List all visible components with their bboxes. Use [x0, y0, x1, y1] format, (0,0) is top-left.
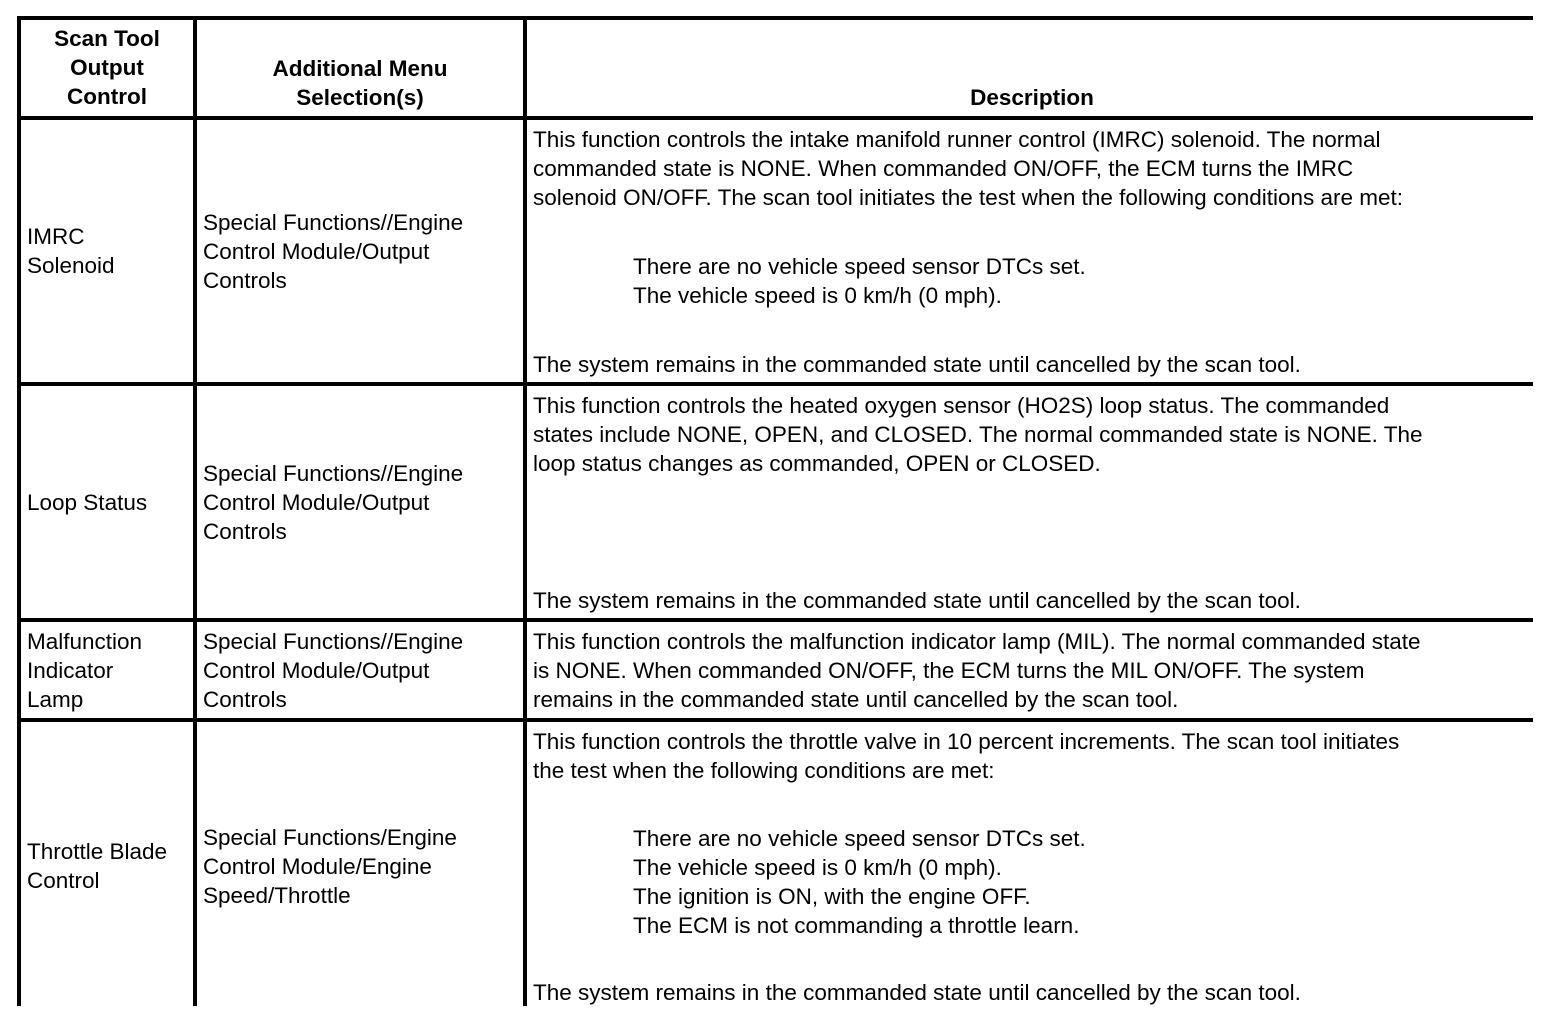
row-imrc-menu	[197, 120, 523, 382]
output-line: Solenoid	[27, 253, 115, 278]
menu-line: Control Module/Engine	[203, 853, 432, 879]
description-footer: The system remains in the commanded state until cancelled by the scan tool.	[533, 980, 1301, 1005]
menu-line: Controls	[203, 518, 287, 544]
row-imrc-description	[527, 120, 1537, 382]
output-line: Indicator	[27, 657, 114, 683]
menu-line: Control Module/Output	[203, 238, 430, 264]
row-loop-status-description	[527, 386, 1537, 618]
row-throttle-description	[527, 722, 1537, 1010]
header-output-control	[21, 20, 193, 116]
header-output-control-line: Output	[70, 55, 144, 80]
header-output-control-line: Control	[67, 84, 147, 109]
row-imrc-output	[21, 120, 193, 382]
condition-item: The vehicle speed is 0 km/h (0 mph).	[633, 283, 1002, 308]
output-controls-table	[17, 16, 1533, 1006]
description-intro	[533, 391, 1531, 478]
intro-line: solenoid ON/OFF. The scan tool initiates the test when the following conditions are met:	[533, 185, 1404, 210]
header-menu-selection-line: Additional Menu	[272, 56, 448, 81]
intro-line: the test when the following conditions are met:	[533, 758, 995, 783]
menu-line: Special Functions/Engine	[203, 824, 457, 850]
menu-line: Special Functions//Engine	[203, 628, 464, 654]
header-menu-selection-line: Selection(s)	[296, 85, 424, 110]
intro-line: commanded state is NONE. When commanded ON/OFF, the ECM turns the IMRC	[533, 156, 1354, 181]
row-mil-menu	[197, 622, 523, 718]
header-output-control-line: Scan Tool	[54, 26, 160, 51]
intro-line: is NONE. When commanded ON/OFF, the ECM turns the MIL ON/OFF. The system	[533, 658, 1365, 683]
menu-line: Control Module/Output	[203, 489, 430, 515]
row-mil-output	[21, 622, 193, 718]
menu-line: Special Functions//Engine	[203, 209, 464, 235]
output-line: IMRC	[27, 224, 85, 249]
intro-line: This function controls the heated oxygen sensor (HO2S) loop status. The commanded	[533, 393, 1390, 418]
header-description-label: Description	[970, 85, 1094, 110]
menu-line: Control Module/Output	[203, 657, 430, 683]
menu-line: Special Functions//Engine	[203, 460, 464, 486]
condition-item: The vehicle speed is 0 km/h (0 mph).	[633, 854, 1002, 880]
header-description	[527, 20, 1537, 116]
row-mil-description	[527, 622, 1537, 718]
output-line: Malfunction	[27, 628, 143, 654]
condition-item: There are no vehicle speed sensor DTCs set.	[633, 254, 1086, 279]
condition-item: The ignition is ON, with the engine OFF.	[633, 883, 1031, 909]
row-throttle-output	[21, 722, 193, 1010]
output-line: Throttle Blade	[27, 839, 168, 864]
intro-line: This function controls the throttle valve in 10 percent increments. The scan tool initiates	[533, 729, 1400, 754]
description-footer: The system remains in the commanded state until cancelled by the scan tool.	[533, 588, 1301, 613]
condition-list	[533, 252, 1531, 310]
output-line: Loop Status	[27, 489, 148, 515]
intro-line: This function controls the malfunction indicator lamp (MIL). The normal commanded state	[533, 629, 1421, 654]
condition-item: There are no vehicle speed sensor DTCs set.	[633, 825, 1086, 851]
menu-line: Controls	[203, 267, 287, 293]
row-throttle-menu	[197, 722, 523, 1010]
condition-list	[533, 824, 1531, 940]
intro-line: states include NONE, OPEN, and CLOSED. The normal commanded state is NONE. The	[533, 422, 1423, 447]
row-loop-status-menu	[197, 386, 523, 618]
output-line: Lamp	[27, 686, 84, 712]
condition-item: The ECM is not commanding a throttle learn.	[633, 912, 1080, 938]
output-line: Control	[27, 868, 100, 893]
intro-line: This function controls the intake manifold runner control (IMRC) solenoid. The normal	[533, 127, 1381, 152]
description-intro	[533, 727, 1531, 785]
intro-line: loop status changes as commanded, OPEN or CLOSED.	[533, 451, 1101, 476]
intro-line: remains in the commanded state until cancelled by the scan tool.	[533, 687, 1179, 712]
row-loop-status-output	[21, 386, 193, 618]
description-intro	[533, 125, 1531, 212]
menu-line: Speed/Throttle	[203, 882, 351, 908]
menu-line: Controls	[203, 686, 287, 712]
header-menu-selection	[197, 20, 523, 116]
description-footer: The system remains in the commanded state until cancelled by the scan tool.	[533, 352, 1301, 377]
